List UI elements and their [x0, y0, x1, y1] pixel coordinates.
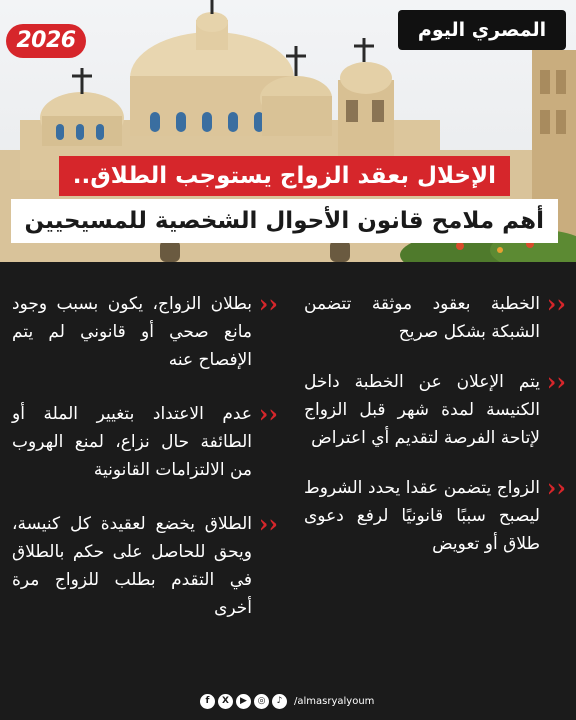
- tiktok-icon[interactable]: ♪: [272, 694, 287, 709]
- facebook-icon[interactable]: f: [200, 694, 215, 709]
- brand-logo-text: المصري اليوم: [417, 19, 547, 41]
- quote-icon: ‹‹: [546, 473, 566, 502]
- list-item-text: الخطبة بعقود موثقة تتضمن الشبكة بشكل صريح: [304, 294, 540, 342]
- hero-photo: [0, 0, 576, 262]
- column-right: [304, 290, 566, 580]
- quote-icon: ‹‹: [546, 367, 566, 396]
- youtube-icon[interactable]: ▶: [236, 694, 251, 709]
- list-item: [304, 474, 566, 558]
- headline-primary: الإخلال بعقد الزواج يستوجب الطلاق..: [59, 156, 510, 196]
- list-item: [304, 368, 566, 452]
- content-panel: [0, 262, 576, 720]
- list-item: [12, 290, 278, 374]
- list-item-text: الزواج يتضمن عقدا يحدد الشروط ليصبح سببًا قانونيًا لرفع دعوى طلاق أو تعويض: [304, 478, 540, 554]
- headline-secondary: أهم ملامح قانون الأحوال الشخصية للمسيحيين: [11, 199, 558, 243]
- list-item: [12, 510, 278, 622]
- brand-logo[interactable]: [398, 10, 566, 50]
- social-handle[interactable]: /almasryalyoum: [294, 695, 375, 707]
- list-item: [12, 400, 278, 484]
- list-item: [304, 290, 566, 346]
- quote-icon: ‹‹: [258, 509, 278, 538]
- social-footer: [200, 692, 374, 710]
- list-item-text: الطلاق يخضع لعقيدة كل كنيسة، ويحق للحاصل على حكم بالطلاق في التقدم بطلب للزواج مرة أخرى: [12, 514, 252, 618]
- year-badge: 2026: [6, 24, 86, 58]
- column-left: [12, 290, 278, 648]
- quote-icon: ‹‹: [258, 399, 278, 428]
- quote-icon: ‹‹: [546, 289, 566, 318]
- list-item-text: عدم الاعتداد بتغيير الملة أو الطائفة حال نزاع، لمنع الهروب من الالتزامات القانونية: [12, 404, 252, 480]
- x-icon[interactable]: X: [218, 694, 233, 709]
- list-item-text: بطلان الزواج، يكون بسبب وجود مانع صحي أو قانوني لم يتم الإفصاح عنه: [12, 294, 252, 370]
- list-item-text: يتم الإعلان عن الخطبة داخل الكنيسة لمدة شهر قبل الزواج لإتاحة الفرصة لتقديم أي اعتراض: [304, 372, 540, 448]
- instagram-icon[interactable]: ◎: [254, 694, 269, 709]
- quote-icon: ‹‹: [258, 289, 278, 318]
